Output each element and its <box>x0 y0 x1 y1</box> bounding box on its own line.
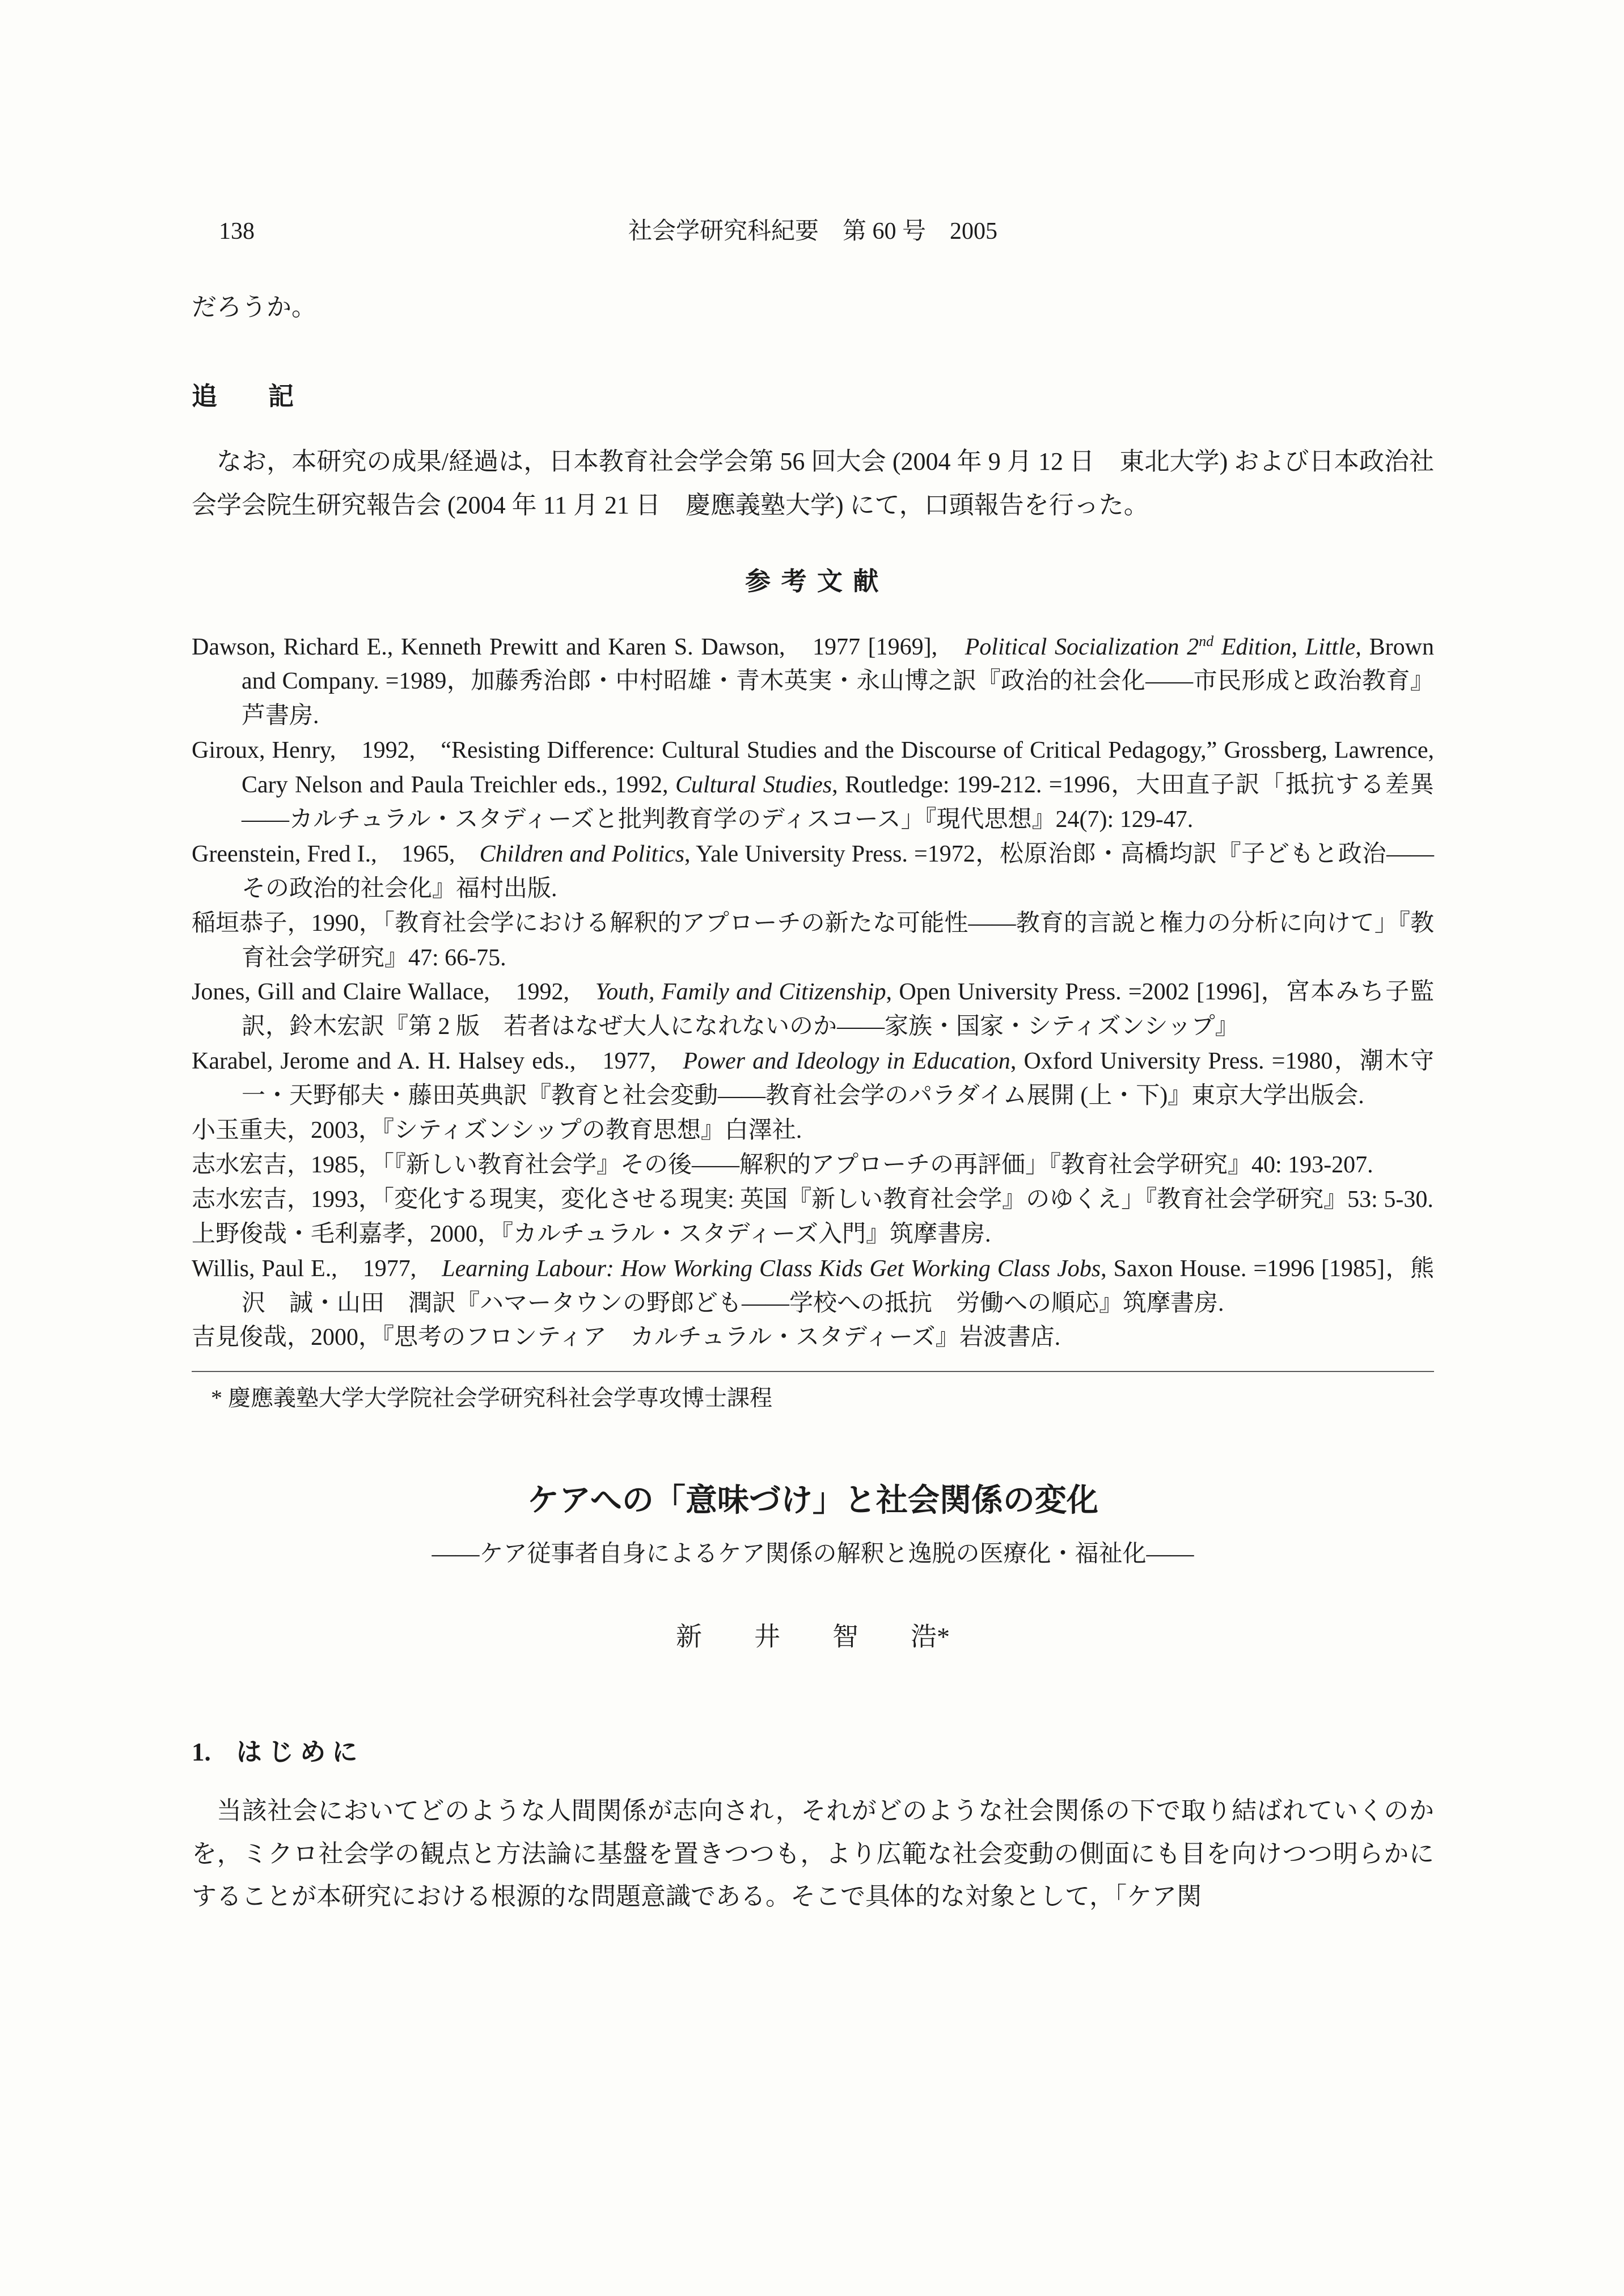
reference-text: 小玉重夫，2003，『シティズンシップの教育思想』白澤社. <box>192 1117 802 1144</box>
reference-text: nd <box>1199 632 1214 649</box>
reference-item <box>192 837 1434 906</box>
reference-text: Edition, Little, <box>1213 634 1361 660</box>
reference-text: Political Socialization 2 <box>965 634 1199 660</box>
reference-text: 稲垣恭子，1990，「教育社会学における解釈的アプローチの新たな可能性——教育的言説と権力の分析に向けて」『教育社会学研究』47: 66-75. <box>192 910 1434 971</box>
article-subtitle: ——ケア従事者自身によるケア関係の解釈と逸脱の医療化・福祉化—— <box>432 1540 1194 1567</box>
reference-text: 志水宏吉，1993，「変化する現実，変化させる現実: 英国『新しい教育社会学』のゆくえ」『教育社会学研究』53: 5-30. <box>192 1186 1433 1213</box>
reference-text: 上野俊哉・毛利嘉孝，2000，『カルチュラル・スタディーズ入門』筑摩書房. <box>192 1221 991 1247</box>
reference-text: , Open University Press. =2002 [1996]，宮本みち子監訳，鈴木宏訳『第 2 版 若者はなぜ大人になれないのか——家族・国家・シティズンシップ』 <box>242 979 1434 1040</box>
footnote-rule <box>192 1371 1434 1372</box>
reference-item <box>192 1217 1434 1252</box>
reference-item <box>192 975 1434 1044</box>
article-title: ケアへの「意味づけ」と社会関係の変化 <box>527 1483 1098 1519</box>
reference-text: Giroux, Henry, 1992, “Resisting Difference: Cultural Studies and the Discourse of Critical Pedagogy,” Grossberg, Lawrence, Cary Nelson and Paula Treichler eds., 1992, <box>192 737 1434 799</box>
reference-text: 吉見俊哉，2000，『思考のフロンティア カルチュラル・スタディーズ』岩波書店. <box>192 1324 1061 1351</box>
carryover-text: だろうか。 <box>192 293 316 322</box>
reference-text: Children and Politics <box>479 841 685 867</box>
reference-item <box>192 733 1434 837</box>
reference-item <box>192 1320 1434 1355</box>
reference-text: Cultural Studies <box>675 772 832 799</box>
references-heading: 参 考 文 献 <box>745 567 881 596</box>
reference-item <box>192 1252 1434 1321</box>
reference-text: 志水宏吉，1985，「『新しい教育社会学』その後——解釈的アプローチの再評価」『教育社会学研究』40: 193-207. <box>192 1151 1373 1178</box>
article-author: 新 井 智 浩* <box>676 1622 950 1652</box>
reference-list <box>192 630 1434 1356</box>
reference-item <box>192 906 1434 976</box>
reference-text: Greenstein, Fred I., 1965, <box>192 841 480 867</box>
reference-text: Youth, Family and Citizenship <box>595 979 886 1006</box>
reference-text: , Oxford University Press. =1980，潮木守一・天野郁夫・藤田英典訳『教育と社会変動——教育社会学のパラダイム展開 (上・下)』東京大学出版会. <box>242 1048 1434 1109</box>
reference-text: Willis, Paul E., 1977, <box>192 1255 442 1282</box>
reference-text: Brown and Company. =1989，加藤秀治郎・中村昭雄・青木英実・永山博之訳『政治的社会化——市民形成と政治教育』芦書房. <box>242 634 1434 729</box>
reference-text: Power and Ideology in Education <box>683 1048 1010 1075</box>
postscript-body: なお，本研究の成果/経過は，日本教育社会学会第 56 回大会 (2004 年 9 月 12 日 東北大学) および日本政治社会学会院生研究報告会 (2004 年 11 月 21 日 慶應義塾大学) にて，口頭報告を行った。 <box>192 447 1434 519</box>
journal-title: 社会学研究科紀要 第 60 号 2005 <box>628 218 997 244</box>
reference-item <box>192 630 1434 734</box>
section-1-heading: 1. は じ め に <box>192 1738 358 1767</box>
reference-text: , Saxon House. =1996 [1985]，熊沢 誠・山田 潤訳『ハマータウンの野郎ども——学校への抵抗 労働への順応』筑摩書房. <box>242 1255 1434 1316</box>
reference-item <box>192 1148 1434 1183</box>
affiliation-footnote: * 慶應義塾大学大学院社会学研究科社会学専攻博士課程 <box>211 1385 772 1411</box>
page-number: 138 <box>219 218 255 244</box>
reference-item <box>192 1113 1434 1148</box>
section-1-body: 当該社会においてどのような人間関係が志向され，それがどのような社会関係の下で取り結ばれていくのかを，ミクロ社会学の観点と方法論に基盤を置きつつも，より広範な社会変動の側面にも目を向けつつ明らかにすることが本研究における根源的な問題意識である。そこで具体的な対象として，「ケア関 <box>192 1797 1434 1911</box>
reference-text: , Yale University Press. =1972，松原治郎・高橋均訳『子どもと政治——その政治的社会化』福村出版. <box>242 841 1434 902</box>
reference-text: , Routledge: 199-212. =1996，大田直子訳「抵抗する差異——カルチュラル・スタディーズと批判教育学のディスコース」『現代思想』24(7): 129-47. <box>242 772 1434 833</box>
reference-item <box>192 1044 1434 1113</box>
reference-text: Karabel, Jerome and A. H. Halsey eds., 1977, <box>192 1048 683 1075</box>
reference-text: Learning Labour: How Working Class Kids Get Working Class Jobs <box>442 1255 1101 1282</box>
reference-text: Jones, Gill and Claire Wallace, 1992, <box>192 979 595 1006</box>
reference-item <box>192 1183 1434 1217</box>
reference-text: Dawson, Richard E., Kenneth Prewitt and Karen S. Dawson, 1977 [1969], <box>192 634 965 660</box>
page-header <box>192 213 1434 251</box>
postscript-heading: 追 記 <box>192 382 294 411</box>
